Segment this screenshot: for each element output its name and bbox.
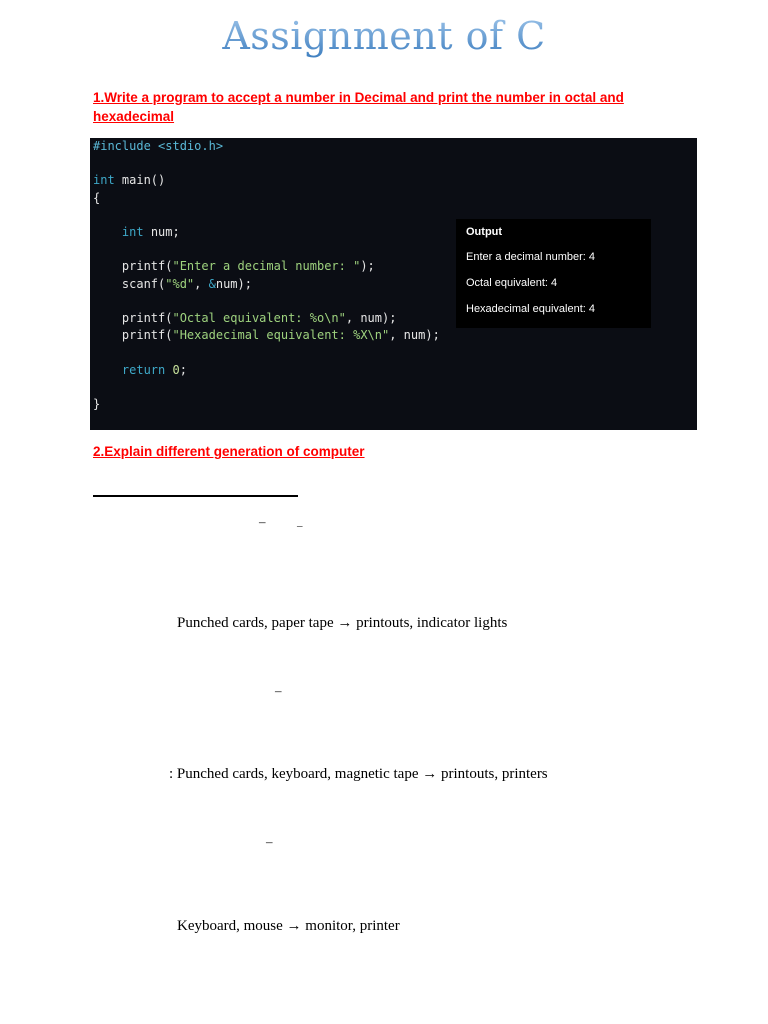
dash-mark: – (266, 834, 273, 849)
code-line-main: int main() (93, 173, 166, 188)
code-line: } (93, 397, 101, 412)
question-2-heading: 2.Explain different generation of computer (93, 444, 365, 459)
generation-io-text: : Punched cards, keyboard, magnetic tape → printouts, printers (169, 766, 548, 782)
generation-io-text: Keyboard, mouse → monitor, printer (177, 918, 400, 934)
output-line: Hexadecimal equivalent: 4 (466, 303, 596, 315)
dash-mark: – (297, 520, 303, 532)
code-screenshot (90, 138, 697, 430)
code-line: #include <stdio.h> (93, 139, 224, 153)
dash-mark: – (275, 683, 282, 698)
code-line-scanf: scanf("%d", &num); (93, 276, 252, 291)
generation-io-text: Punched cards, paper tape → printouts, indicator lights (177, 615, 508, 631)
dash-mark: – (259, 514, 266, 529)
underline-rule (93, 495, 298, 497)
output-panel (456, 219, 651, 328)
output-heading: Output (466, 226, 503, 238)
question-1-heading: 1.Write a program to accept a number in Decimal and print the number in octal and hexadecimal (93, 90, 624, 124)
output-line: Octal equivalent: 4 (466, 277, 558, 289)
output-line: Enter a decimal number: 4 (466, 251, 596, 263)
document-title: Assignment of C (0, 14, 768, 58)
code-line-decl: int num; (121, 225, 180, 240)
code-line-printf-prompt: printf("Enter a decimal number: "); (93, 259, 375, 274)
code-line-return: return 0; (121, 362, 187, 377)
code-line: { (93, 190, 101, 205)
code-line-printf-octal: printf("Octal equivalent: %o\n", num); (93, 311, 397, 326)
code-listing (93, 138, 440, 413)
code-line-printf-hex: printf("Hexadecimal equivalent: %X\n", num); (93, 328, 440, 343)
